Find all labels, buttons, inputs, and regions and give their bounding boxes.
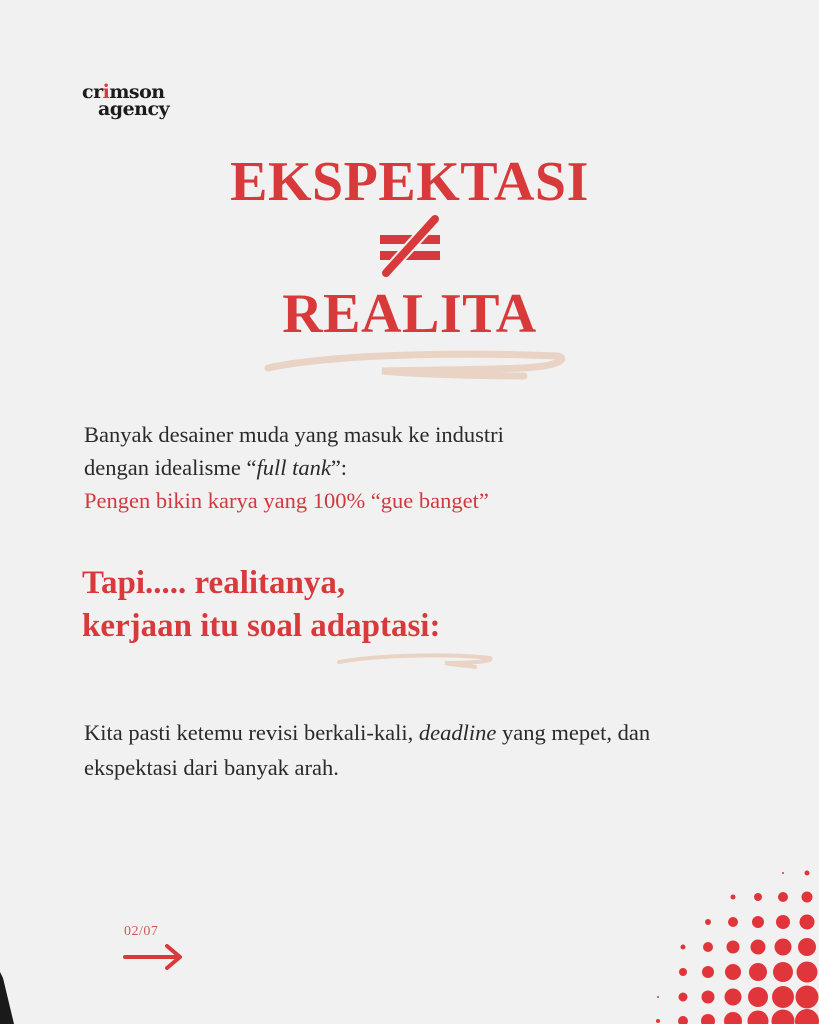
intro-paragraph: Banyak desainer muda yang masuk ke industri dengan idealisme “full tank”: Pengen bikin karya yang 100% “gue banget” [84,418,724,517]
headline-ekspektasi: EKSPEKTASI [230,151,589,213]
subheading: Tapi..... realitanya, kerjaan itu soal adaptasi: [82,565,441,644]
adaptasi-word: adaptasi: [310,608,441,644]
page-indicator: 02/07 [124,924,159,939]
brush-underline [262,346,567,382]
crimson-agency-logo [82,81,192,120]
logo-line-1: crimson [82,81,165,103]
corner-shadow-decoration [0,970,16,1024]
logo-line-2: agency [98,98,170,120]
halftone-dots-decoration [640,855,819,1024]
intro-highlight: Pengen bikin karya yang 100% “gue banget” [84,488,489,513]
closing-paragraph: Kita pasti ketemu revisi berkali-kali, deadline yang mepet, dan ekspektasi dari banyak arah. [84,720,651,780]
arrow-right-icon[interactable] [122,944,184,970]
not-equal-icon [378,215,444,277]
headline-realita: REALITA [282,283,537,345]
adaptasi-underline [335,650,495,670]
